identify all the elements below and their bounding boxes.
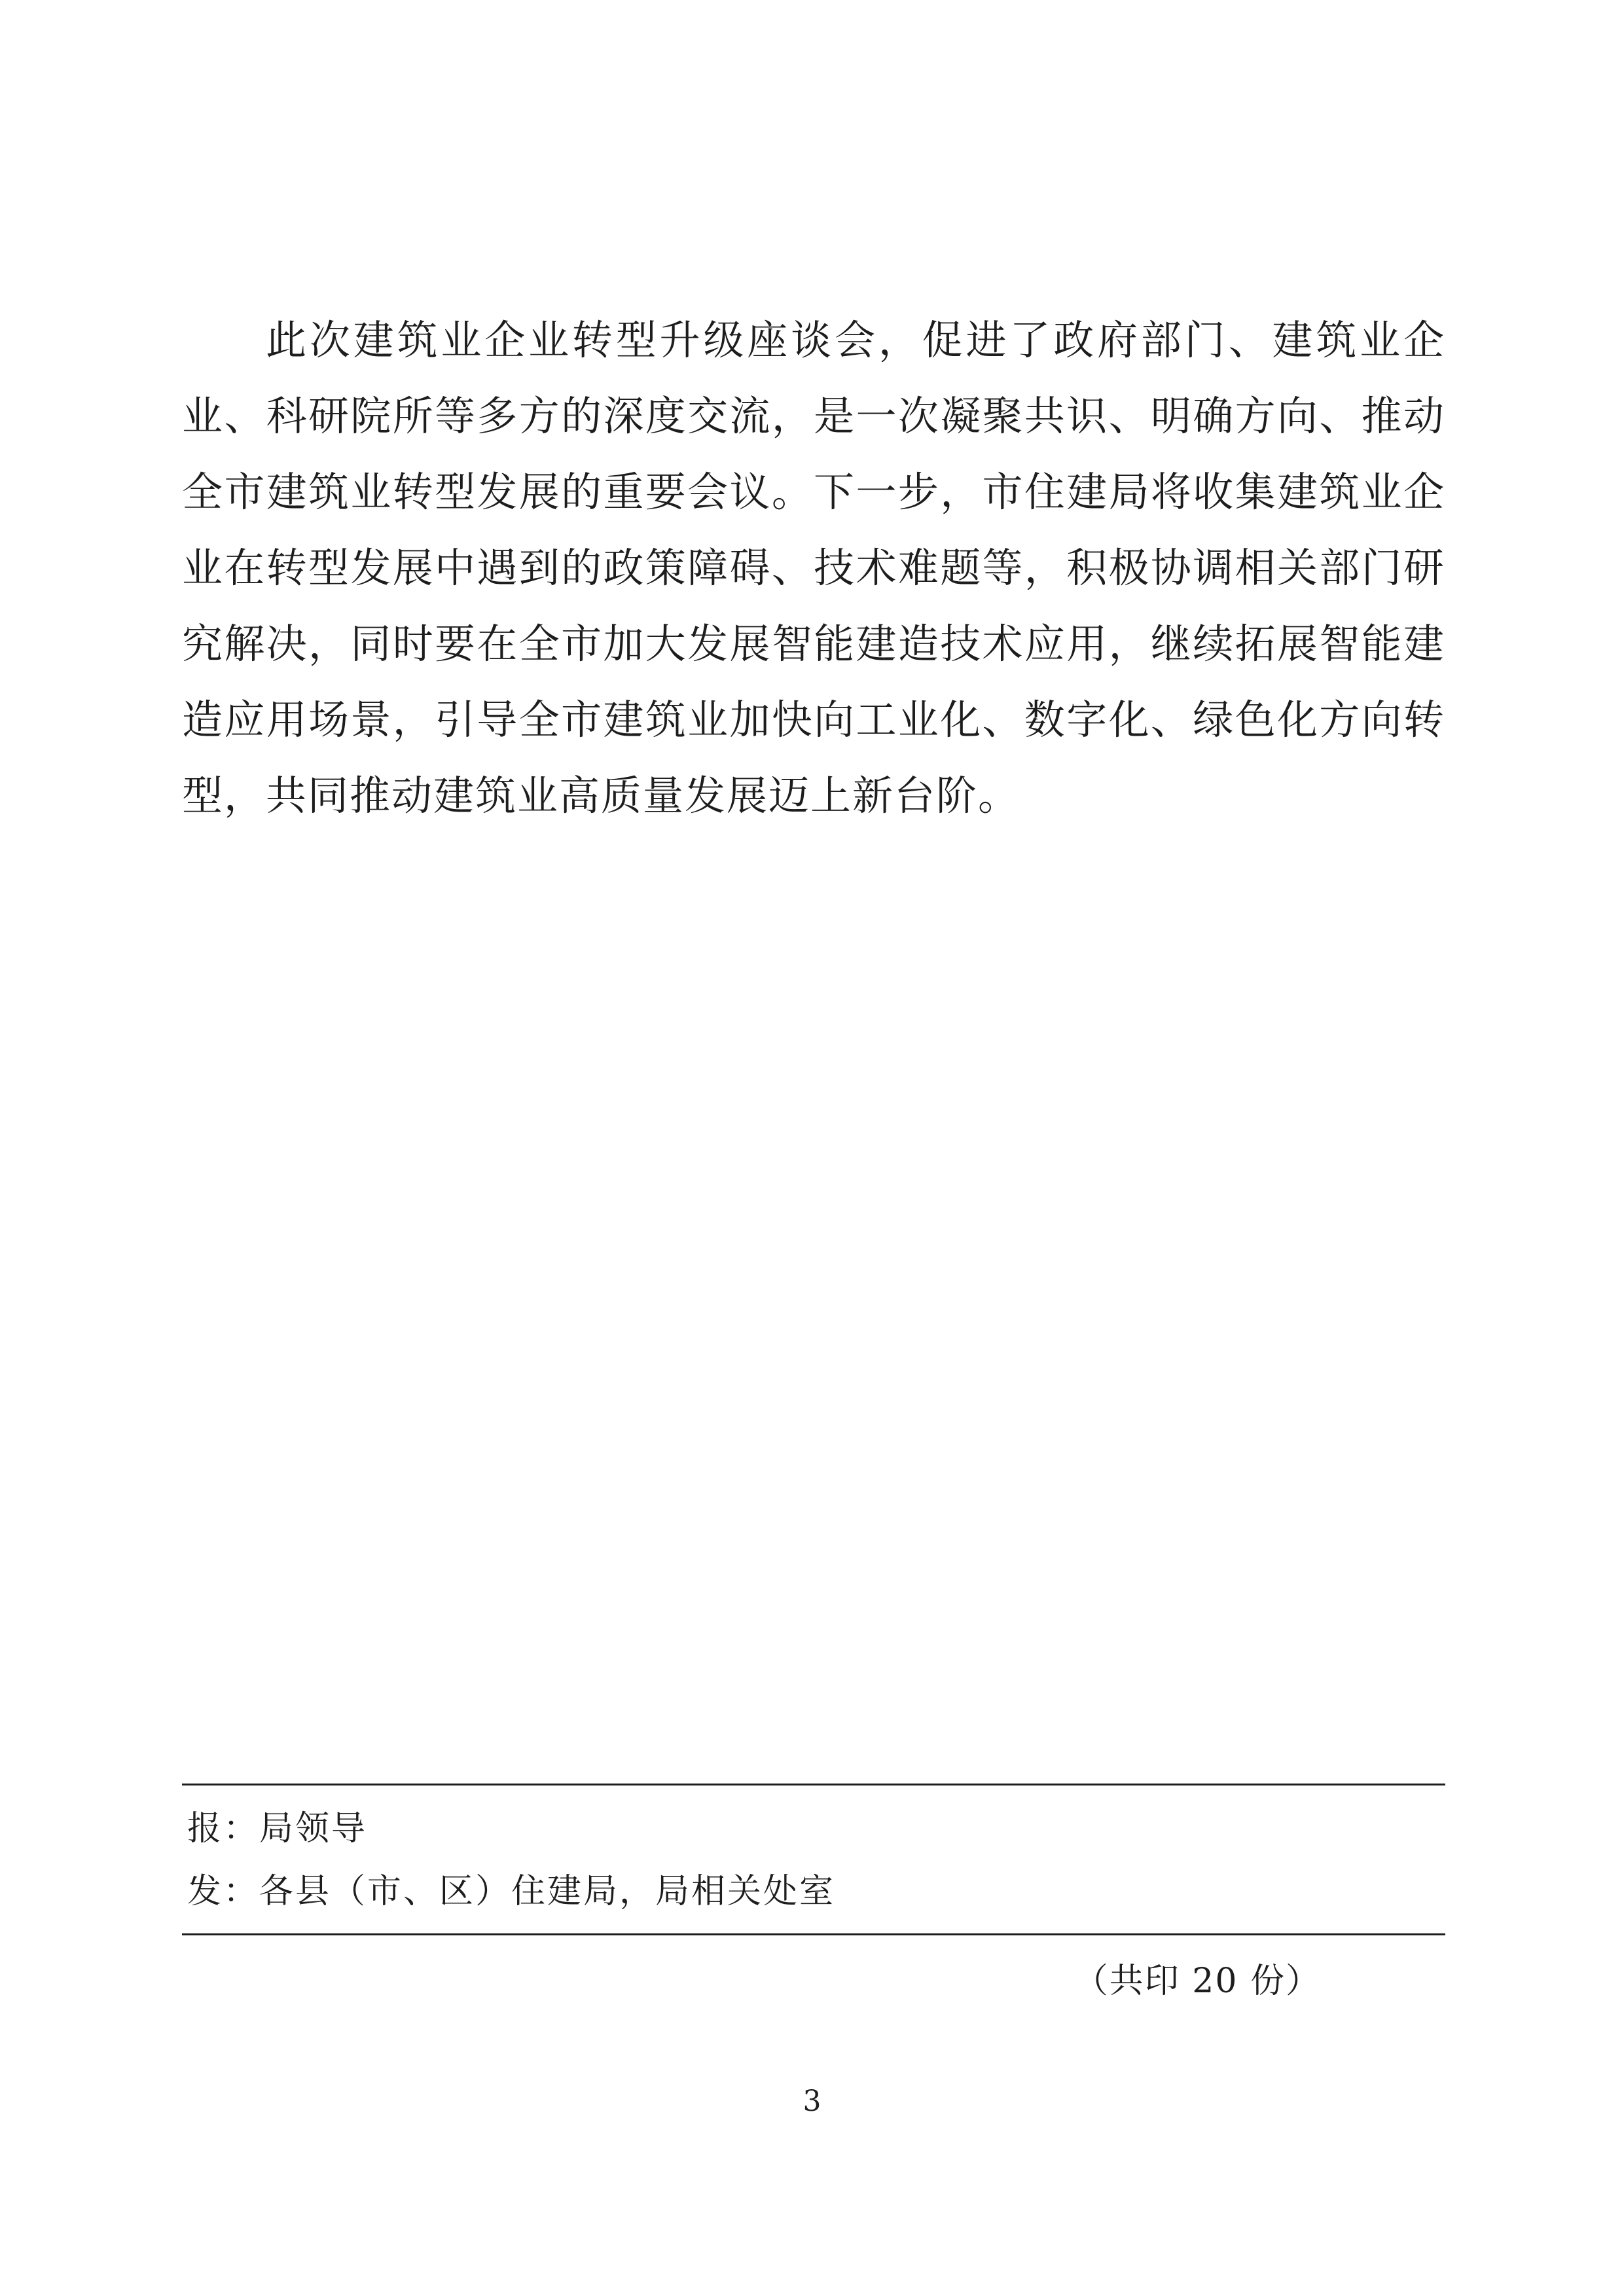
document-footer: [182, 1784, 1445, 2013]
distribution-lines: [182, 1785, 1445, 1929]
footer-issue-line: 发：各县（市、区）住建局，局相关处室: [187, 1872, 836, 1911]
body-paragraph: 此次建筑业企业转型升级座谈会，促进了政府部门、建筑业企业、科研院所等多方的深度交流，是一次凝聚共识、明确方向、推动全市建筑业转型发展的重要会议。下一步，市住建局将收集建筑业企业在转型发展中遇到的政策障碍、技术难题等，积极协调相关部门研究解决，同时要在全市加大发展智能建造技术应用，继续拓展智能建造应用场景，引导全市建筑业加快向工业化、数字化、绿色化方向转型，共同推动建筑业高质量发展迈上新台阶。: [182, 316, 1445, 819]
page-number: 3: [803, 2085, 821, 2118]
body-text-block: [182, 262, 1445, 874]
footer-report-line: 报：局领导: [187, 1809, 368, 1848]
footer-print-count: （共印 20 份）: [1074, 1962, 1321, 2001]
